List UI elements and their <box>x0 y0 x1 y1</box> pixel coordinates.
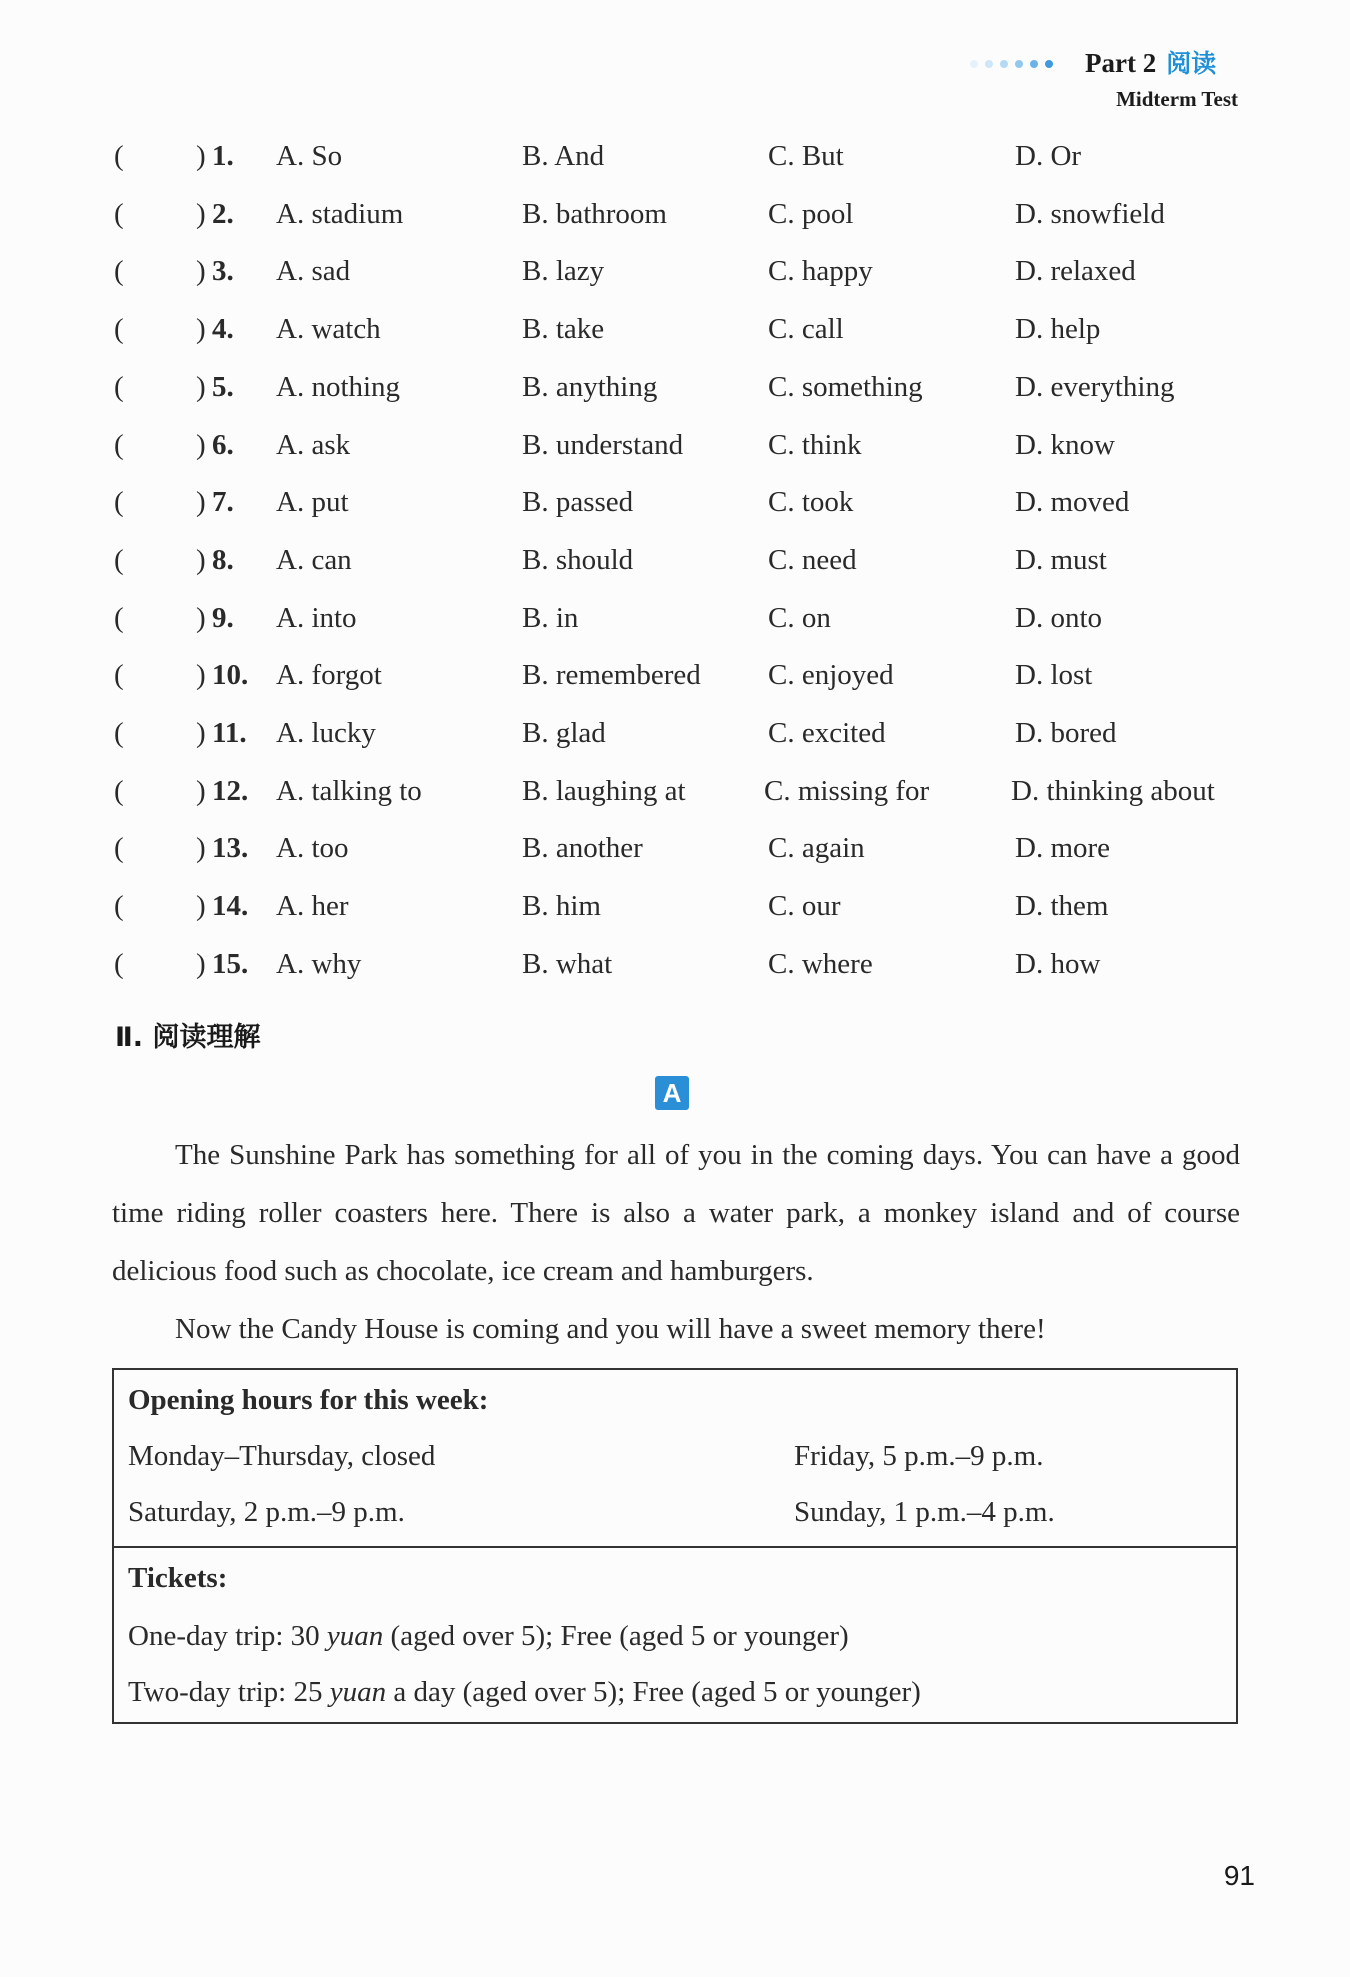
question-row <box>112 194 1242 234</box>
answer-paren-open: ( <box>114 428 124 461</box>
question-number: 11. <box>212 717 247 749</box>
option-c: C. our <box>768 890 841 923</box>
option-d: D. Or <box>1015 140 1082 172</box>
option-b: B. bathroom <box>522 197 667 230</box>
option-b: B. another <box>522 832 643 865</box>
option-b: B. understand <box>522 428 684 461</box>
option-d: D. must <box>1015 543 1107 576</box>
option-c: C. something <box>768 370 923 403</box>
header-dot <box>970 60 978 68</box>
question-number: 8. <box>212 543 234 576</box>
hours-friday: Friday, 5 p.m.–9 p.m. <box>794 1440 1044 1472</box>
question-number: 4. <box>212 313 234 346</box>
ticket-two-day-price: Two-day trip: 25 <box>128 1676 330 1708</box>
question-number: 15. <box>212 947 249 980</box>
answer-paren-open: ( <box>114 313 124 346</box>
answer-paren-close: ) <box>196 370 206 403</box>
ticket-one-day-note: (aged over 5); Free (aged 5 or younger) <box>383 1620 849 1652</box>
option-c: C. pool <box>768 197 854 230</box>
option-a: A. why <box>276 947 362 980</box>
answer-paren-open: ( <box>114 255 124 288</box>
option-a: A. ask <box>276 428 351 461</box>
option-b: B. in <box>522 601 579 634</box>
option-a: A. lucky <box>276 717 376 749</box>
option-c: C. took <box>768 486 854 519</box>
option-c: C. again <box>768 832 865 865</box>
ticket-two-day-note: a day (aged over 5); Free (aged 5 or younger) <box>386 1676 921 1708</box>
option-b: B. remembered <box>522 659 701 692</box>
header-dot <box>1030 60 1038 68</box>
ticket-one-day <box>128 1620 849 1653</box>
page-number: 91 <box>1223 1860 1255 1891</box>
answer-paren-open: ( <box>114 832 124 865</box>
ticket-two-day <box>128 1676 921 1709</box>
answer-paren-open: ( <box>114 601 124 634</box>
question-number: 9. <box>212 601 234 634</box>
table-divider <box>114 1546 1236 1548</box>
ticket-two-day-unit: yuan <box>329 1676 387 1708</box>
option-a: A. sad <box>276 255 351 288</box>
question-row <box>112 367 1242 407</box>
hours-saturday: Saturday, 2 p.m.–9 p.m. <box>128 1496 405 1528</box>
option-a: A. nothing <box>276 370 401 403</box>
passage-paragraph: Now the Candy House is coming and you will have a sweet memory there! <box>175 1313 1046 1345</box>
option-b: B. anything <box>522 370 658 403</box>
header-dots <box>970 55 1060 71</box>
header-dot <box>985 60 993 68</box>
option-c: C. where <box>768 947 873 980</box>
header-dot <box>1045 60 1053 68</box>
question-row <box>112 886 1242 926</box>
question-number: 13. <box>212 832 249 865</box>
answer-paren-open: ( <box>114 370 124 403</box>
part-chinese-label: 阅读 <box>1166 49 1217 78</box>
answer-paren-close: ) <box>196 255 206 288</box>
question-number: 1. <box>212 140 234 172</box>
option-c: C. enjoyed <box>768 659 894 692</box>
option-b: B. him <box>522 890 601 923</box>
answer-paren-close: ) <box>196 717 206 749</box>
answer-paren-close: ) <box>196 774 206 807</box>
question-number: 3. <box>212 255 234 288</box>
answer-paren-close: ) <box>196 543 206 576</box>
question-number: 7. <box>212 486 234 519</box>
answer-paren-close: ) <box>196 659 206 692</box>
hours-title: Opening hours for this week: <box>128 1384 489 1416</box>
option-d: D. more <box>1015 832 1111 865</box>
option-a: A. So <box>276 140 343 172</box>
ticket-one-day-unit: yuan <box>326 1620 384 1652</box>
option-d: D. bored <box>1015 717 1117 749</box>
option-d: D. everything <box>1015 370 1175 403</box>
option-d: D. snowfield <box>1015 197 1165 230</box>
answer-paren-close: ) <box>196 140 206 172</box>
option-a: A. put <box>276 486 349 519</box>
info-table <box>112 1368 1238 1724</box>
question-row <box>112 136 1242 176</box>
question-row <box>112 828 1242 868</box>
question-number: 2. <box>212 197 234 230</box>
question-row <box>112 540 1242 580</box>
question-number: 12. <box>212 774 249 807</box>
option-b: B. glad <box>522 717 606 749</box>
answer-paren-open: ( <box>114 890 124 923</box>
option-a: A. forgot <box>276 659 382 692</box>
ticket-one-day-price: One-day trip: 30 <box>128 1620 327 1652</box>
question-number: 10. <box>212 659 249 692</box>
answer-paren-close: ) <box>196 428 206 461</box>
option-d: D. lost <box>1015 659 1093 692</box>
option-c: C. need <box>768 543 857 576</box>
question-row <box>112 655 1242 695</box>
option-c: C. But <box>768 140 844 172</box>
option-c: C. think <box>768 428 862 461</box>
answer-paren-open: ( <box>114 947 124 980</box>
option-d: D. how <box>1015 947 1101 980</box>
option-b: B. laughing at <box>522 774 686 807</box>
option-a: A. stadium <box>276 197 404 230</box>
option-d: D. relaxed <box>1015 255 1136 288</box>
answer-paren-open: ( <box>114 659 124 692</box>
question-number: 14. <box>212 890 249 923</box>
option-c: C. happy <box>768 255 873 288</box>
answer-paren-close: ) <box>196 890 206 923</box>
option-a: A. talking to <box>276 774 422 807</box>
answer-paren-close: ) <box>196 486 206 519</box>
answer-paren-open: ( <box>114 774 124 807</box>
answer-paren-open: ( <box>114 717 124 749</box>
question-row <box>112 713 1242 753</box>
question-row <box>112 309 1242 349</box>
answer-paren-close: ) <box>196 601 206 634</box>
option-b: B. take <box>522 313 605 346</box>
hours-sunday: Sunday, 1 p.m.–4 p.m. <box>794 1496 1055 1528</box>
tickets-title: Tickets: <box>128 1562 228 1594</box>
option-d: D. thinking about <box>1011 774 1215 807</box>
answer-paren-open: ( <box>114 140 124 172</box>
question-row <box>112 251 1242 291</box>
option-a: A. watch <box>276 313 381 346</box>
question-row <box>112 771 1242 811</box>
question-row <box>112 598 1242 638</box>
answer-paren-close: ) <box>196 947 206 980</box>
answer-paren-close: ) <box>196 313 206 346</box>
option-c: C. missing for <box>764 774 930 807</box>
option-b: B. lazy <box>522 255 605 288</box>
option-b: B. should <box>522 543 634 576</box>
answer-paren-open: ( <box>114 543 124 576</box>
option-d: D. onto <box>1015 601 1102 634</box>
passage <box>112 1126 1240 1358</box>
option-d: D. help <box>1015 313 1101 346</box>
answer-paren-open: ( <box>114 197 124 230</box>
option-d: D. know <box>1015 428 1115 461</box>
answer-paren-open: ( <box>114 486 124 519</box>
option-d: D. moved <box>1015 486 1130 519</box>
option-b: B. what <box>522 947 613 980</box>
question-row <box>112 944 1242 984</box>
answer-paren-close: ) <box>196 832 206 865</box>
option-b: B. passed <box>522 486 634 519</box>
option-c: C. call <box>768 313 844 346</box>
section-title: Ⅱ. 阅读理解 <box>115 1022 261 1053</box>
option-c: C. on <box>768 601 831 634</box>
part-label: Part 2 <box>1085 48 1157 78</box>
option-d: D. them <box>1015 890 1109 923</box>
question-number: 6. <box>212 428 234 461</box>
header-dot <box>1015 60 1023 68</box>
header-dot <box>1000 60 1008 68</box>
option-a: A. too <box>276 832 349 865</box>
passage-paragraph: The Sunshine Park has something for all of you in the coming days. You can have a good time riding roller coasters here. There is also a water park, a monkey island and of course delicious food such as chocolate, ice cream and hamburgers. <box>112 1139 1240 1287</box>
answer-paren-close: ) <box>196 197 206 230</box>
option-a: A. into <box>276 601 357 634</box>
option-b: B. And <box>522 140 605 172</box>
option-a: A. her <box>276 890 349 923</box>
option-a: A. can <box>276 543 352 576</box>
question-row <box>112 482 1242 522</box>
question-row <box>112 425 1242 465</box>
passage-badge: A <box>655 1076 689 1110</box>
question-number: 5. <box>212 370 234 403</box>
header-part <box>1085 44 1216 80</box>
hours-mon-thu: Monday–Thursday, closed <box>128 1440 436 1472</box>
option-c: C. excited <box>768 717 886 749</box>
header-subtitle: Midterm Test <box>1116 87 1238 111</box>
